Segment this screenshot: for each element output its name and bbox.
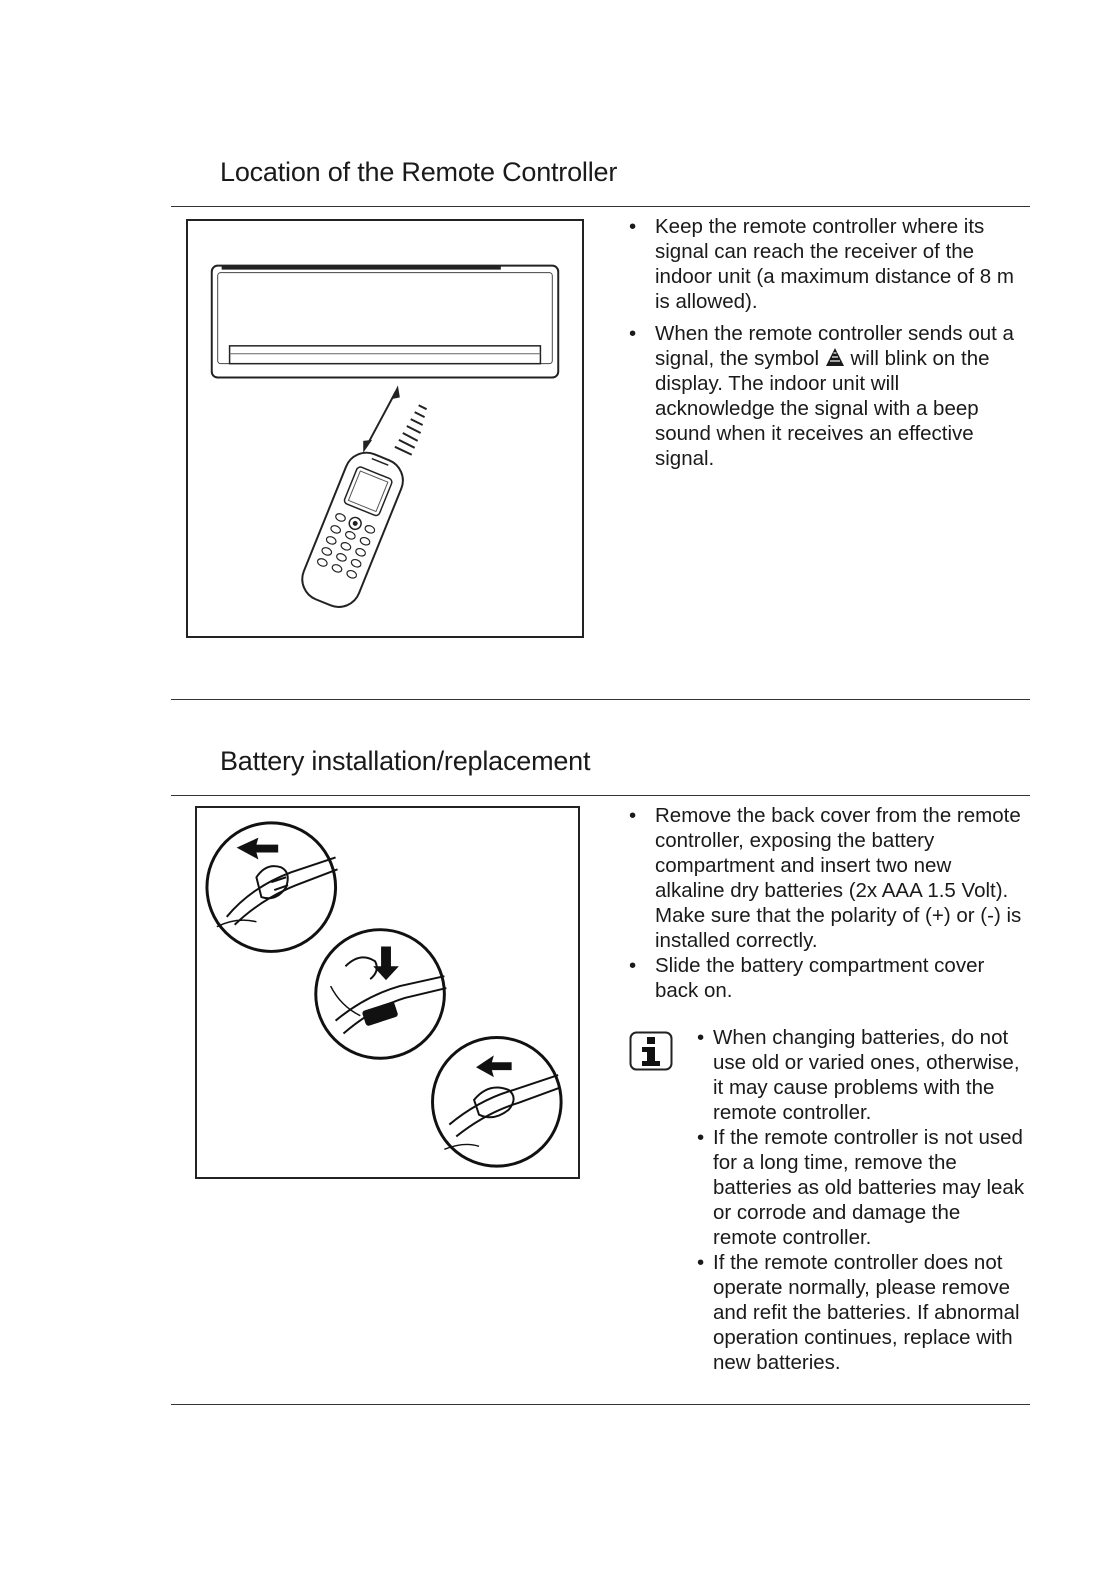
section-rule [171,699,1030,700]
list-item [629,803,1024,953]
note-text: If the remote controller does not operate normally, please remove and refit the batteries. If abnormal operation continues, replace with new batteries. [713,1251,1020,1374]
list-item [629,214,1014,314]
bullet-text: Remove the back cover from the remote controller, exposing the battery compartment and insert two new alkaline dry batteries (2x AAA 1.5 Volt). Make sure that the polarity of (+) or (-) is installed correctly. [655,804,1022,952]
signal-triangle-icon [825,347,845,367]
section-rule [171,1404,1030,1405]
bullet-text: Keep the remote controller where its signal can reach the receiver of the indoor unit (a maximum distance of 8 m is allowed). [655,215,1014,313]
list-item [697,1125,1027,1250]
list-item [697,1250,1027,1375]
bullet-text: will blink on the display. The indoor unit will acknowledge the signal with a beep sound when it receives an effective signal. [655,347,990,470]
battery-replacement-illustration [195,806,580,1179]
step-remove-cover-drawing [207,823,338,952]
section-rule [171,795,1030,796]
step-slide-cover-drawing [433,1038,562,1167]
indoor-unit-and-remote-drawing [188,221,582,636]
info-icon [629,1031,673,1071]
bullet-text: Slide the battery compartment cover back on. [655,954,985,1002]
section-rule [171,206,1030,207]
section-title-remote-location: Location of the Remote Controller [220,157,618,187]
note-text: If the remote controller is not used for a long time, remove the batteries as old batteries may leak or corrode and damage the remote controller. [713,1126,1025,1249]
note-text: When changing batteries, do not use old or varied ones, otherwise, it may cause problems with the remote controller. [713,1026,1020,1124]
section-title-battery: Battery installation/replacement [220,746,591,776]
list-item [697,1025,1027,1125]
battery-steps-drawing [197,808,578,1177]
list-item [629,321,1014,471]
list-item [629,953,1024,1003]
step-insert-batteries-drawing [316,930,447,1059]
remote-location-instructions [629,214,1014,471]
remote-location-illustration [186,219,584,638]
bullet-text: When the remote controller sends out a signal, the symbol [655,322,1014,370]
battery-notes [697,1025,1027,1375]
battery-instructions [629,803,1024,1003]
